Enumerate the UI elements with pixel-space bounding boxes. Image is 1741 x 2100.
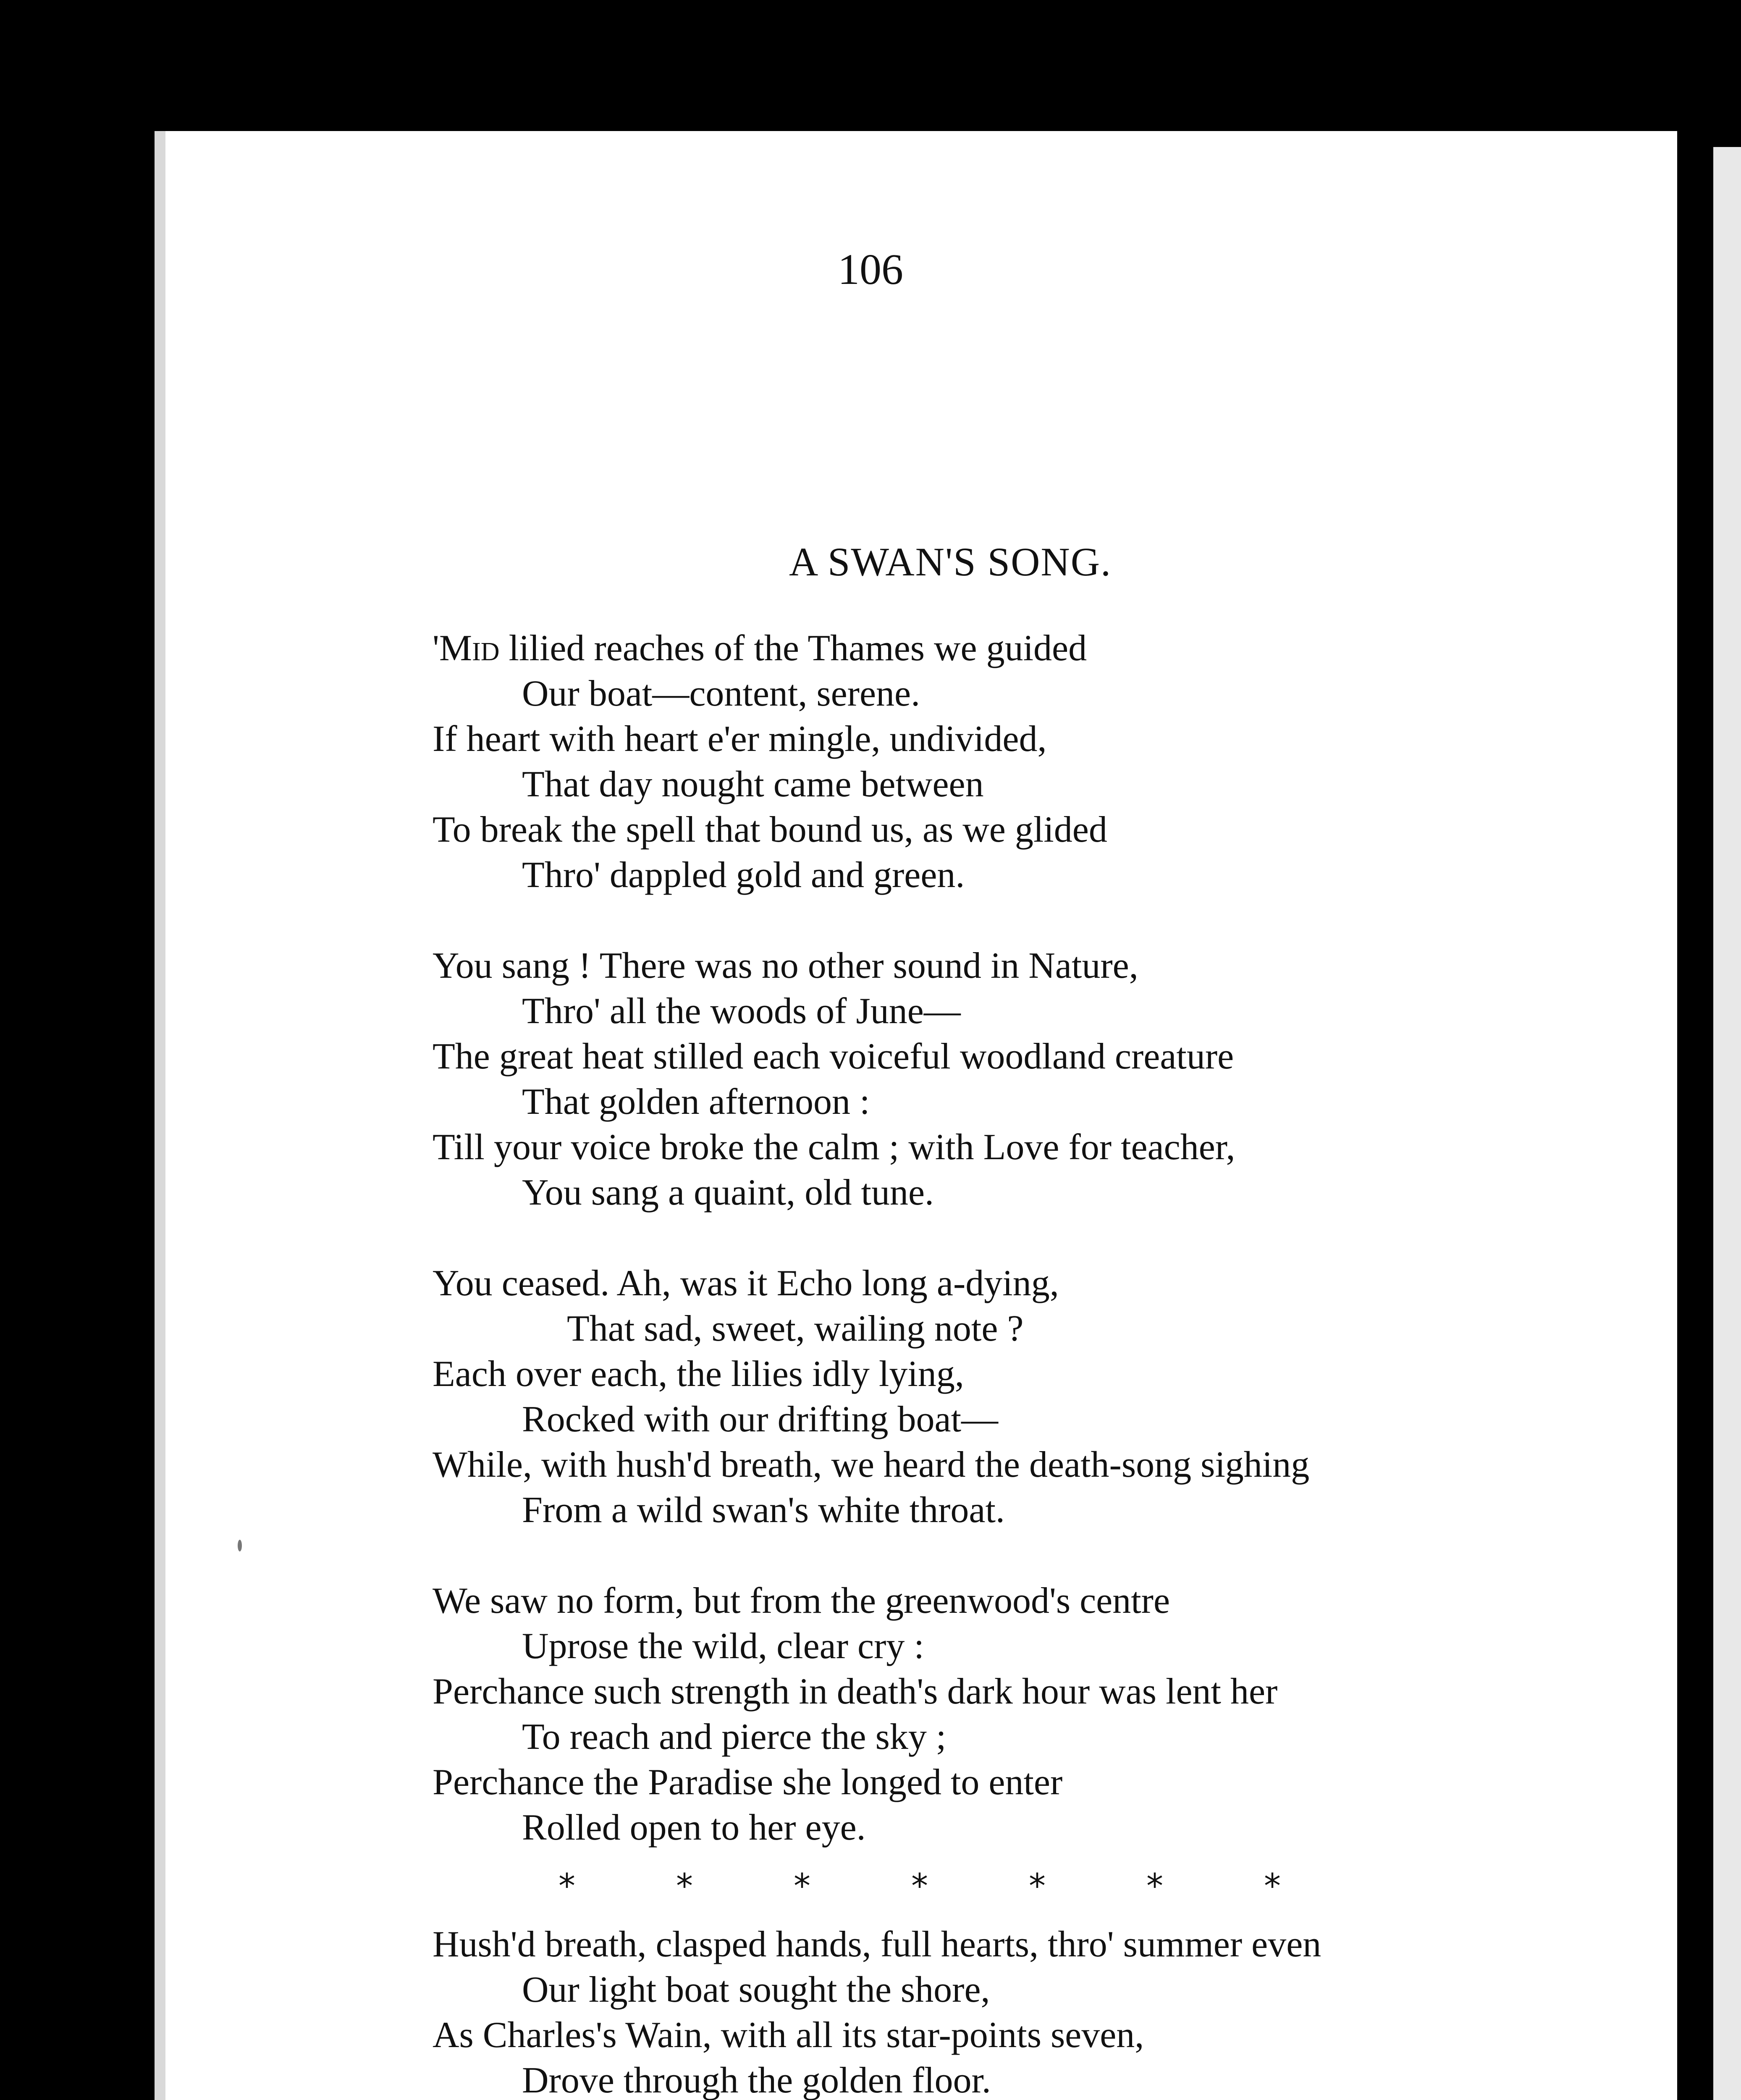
asterisk: * — [794, 1866, 810, 1906]
asterisk: * — [1264, 1866, 1281, 1906]
poem-line: You ceased. Ah, was it Echo long a-dying, — [433, 1263, 1059, 1304]
poem-line: The great heat stilled each voiceful woodland creature — [433, 1036, 1234, 1077]
poem-line: Perchance the Paradise she longed to enter — [433, 1762, 1063, 1803]
poem-line: Our boat—content, serene. — [522, 673, 920, 714]
poem-line — [433, 626, 1650, 671]
poem-line: As Charles's Wain, with all its star-points seven, — [433, 2015, 1144, 2055]
poem-line: You sang a quaint, old tune. — [522, 1172, 934, 1213]
poem-line: Perchance such strength in death's dark hour was lent her — [433, 1671, 1278, 1712]
line-text: lilied reaches of the Thames we guided — [499, 628, 1087, 669]
asterisk: * — [676, 1866, 693, 1906]
page-gutter — [1677, 126, 1711, 2100]
poem-line: If heart with heart e'er mingle, undivided, — [433, 719, 1047, 759]
poem-line: We saw no form, but from the greenwood's centre — [433, 1580, 1170, 1621]
stanza-gap — [433, 1533, 1650, 1578]
asterisk: * — [1029, 1866, 1046, 1906]
scan-speck — [238, 1540, 242, 1551]
asterisk: * — [558, 1866, 575, 1906]
stanza-gap — [433, 1215, 1650, 1261]
poem-line: Our light boat sought the shore, — [522, 1969, 990, 2010]
poem-line: To reach and pierce the sky ; — [522, 1717, 947, 1757]
poem-body — [433, 626, 1650, 2100]
stanza-3 — [433, 1261, 1650, 1533]
asterisk: * — [1146, 1866, 1163, 1906]
opening-small-caps: 'Mid — [433, 628, 500, 669]
poem-line: From a wild swan's white throat. — [522, 1490, 1005, 1530]
poem-line: Rolled open to her eye. — [522, 1807, 866, 1848]
stanza-gap — [433, 898, 1650, 943]
asterism-separator — [558, 1851, 1281, 1922]
stanza-5 — [433, 1922, 1650, 2100]
poem-line: Hush'd breath, clasped hands, full hearts, thro' summer even — [433, 1924, 1321, 1965]
poem-line: That day nought came between — [522, 764, 984, 805]
poem-line: Thro' all the woods of June— — [522, 991, 961, 1032]
poem-title: A SWAN'S SONG. — [789, 539, 1112, 584]
poem-line: To break the spell that bound us, as we glided — [433, 809, 1107, 850]
poem-line: Till your voice broke the calm ; with Love for teacher, — [433, 1127, 1235, 1168]
poem-line: That golden afternoon : — [522, 1082, 870, 1122]
stanza-4 — [433, 1578, 1650, 1851]
adjacent-page-edge — [1713, 147, 1741, 2100]
poem-line: While, with hush'd breath, we heard the death-song sighing — [433, 1444, 1310, 1485]
page-number: 106 — [838, 245, 903, 294]
poem-line: Each over each, the lilies idly lying, — [433, 1354, 964, 1394]
poem-line: Drove through the golden floor. — [522, 2060, 991, 2100]
stanza-2 — [433, 943, 1650, 1215]
asterisk: * — [911, 1866, 928, 1906]
poem-line: Rocked with our drifting boat— — [522, 1399, 999, 1440]
poem-line: You sang ! There was no other sound in Nature, — [433, 945, 1138, 986]
stanza-1 — [433, 626, 1650, 898]
poem-line: Thro' dappled gold and green. — [522, 855, 965, 895]
poem-line: That sad, sweet, wailing note ? — [567, 1308, 1024, 1349]
poem-line: Uprose the wild, clear cry : — [522, 1626, 924, 1667]
